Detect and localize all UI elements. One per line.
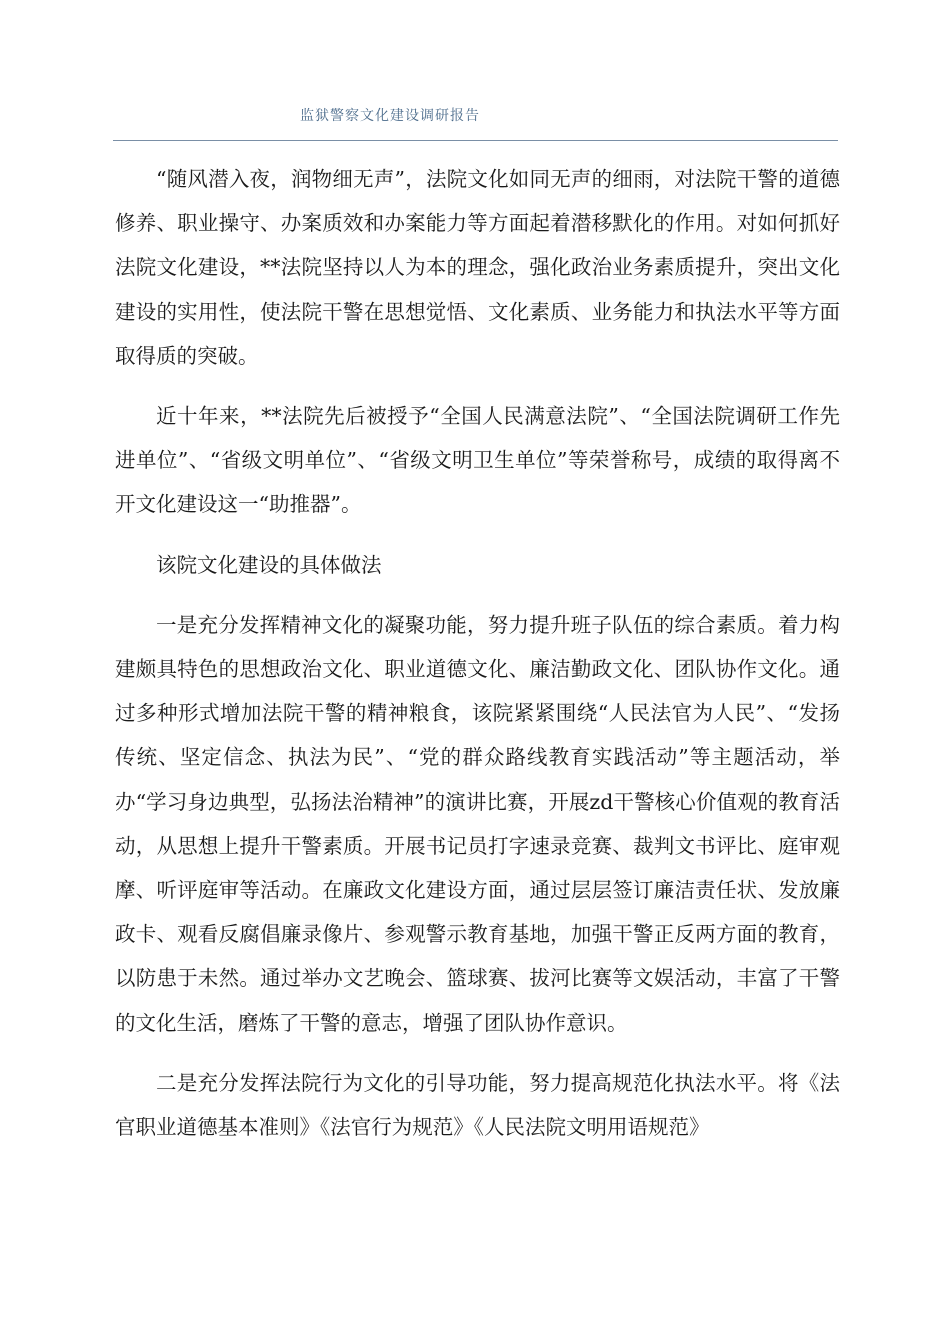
paragraph-behavior-culture: 二是充分发挥法院行为文化的引导功能，努力提高规范化执法水平。将《法官职业道德基本准则》《法官行为规范》《人民法院文明用语规范》 [115,1070,840,1140]
running-header-title: 监狱警察文化建设调研报告 [300,108,480,124]
section-heading: 该院文化建设的具体做法 [156,552,382,577]
paragraph-spiritual-culture: 一是充分发挥精神文化的凝聚功能，努力提升班子队伍的综合素质。着力构建颇具特色的思想政治文化、职业道德文化、廉洁勤政文化、团队协作文化。通过多种形式增加法院干警的精神粮食，该院紧紧围绕“人民法官为人民”、“发扬传统、坚定信念、执法为民”、“党的群众路线教育实践活动”等主题活动，举办“学习身边典型，弘扬法治精神”的演讲比赛，开展zd干警核心价值观的教育活动，从思想上提升干警素质。开展书记员打字速录竞赛、裁判文书评比、庭审观摩、听评庭审等活动。在廉政文化建设方面，通过层层签订廉洁责任状、发放廉政卡、观看反腐倡廉录像片、参观警示教育基地，加强干警正反两方面的教育，以防患于未然。通过举办文艺晚会、篮球赛、拔河比赛等文娱活动，丰富了干警的文化生活，磨炼了干警的意志，增强了团队协作意识。 [115,612,840,1035]
paragraph-honors: 近十年来，**法院先后被授予“全国人民满意法院”、“全国法院调研工作先进单位”、“省级文明单位”、“省级文明卫生单位”等荣誉称号，成绩的取得离不开文化建设这一“助推器”。 [115,404,840,517]
header-divider [113,140,838,141]
paragraph-intro: “随风潜入夜，润物细无声”，法院文化如同无声的细雨，对法院干警的道德修养、职业操守、办案质效和办案能力等方面起着潜移默化的作用。对如何抓好法院文化建设，**法院坚持以人为本的理念，强化政治业务素质提升，突出文化建设的实用性，使法院干警在思想觉悟、文化素质、业务能力和执法水平等方面取得质的突破。 [115,167,840,368]
document-body [115,157,840,1165]
